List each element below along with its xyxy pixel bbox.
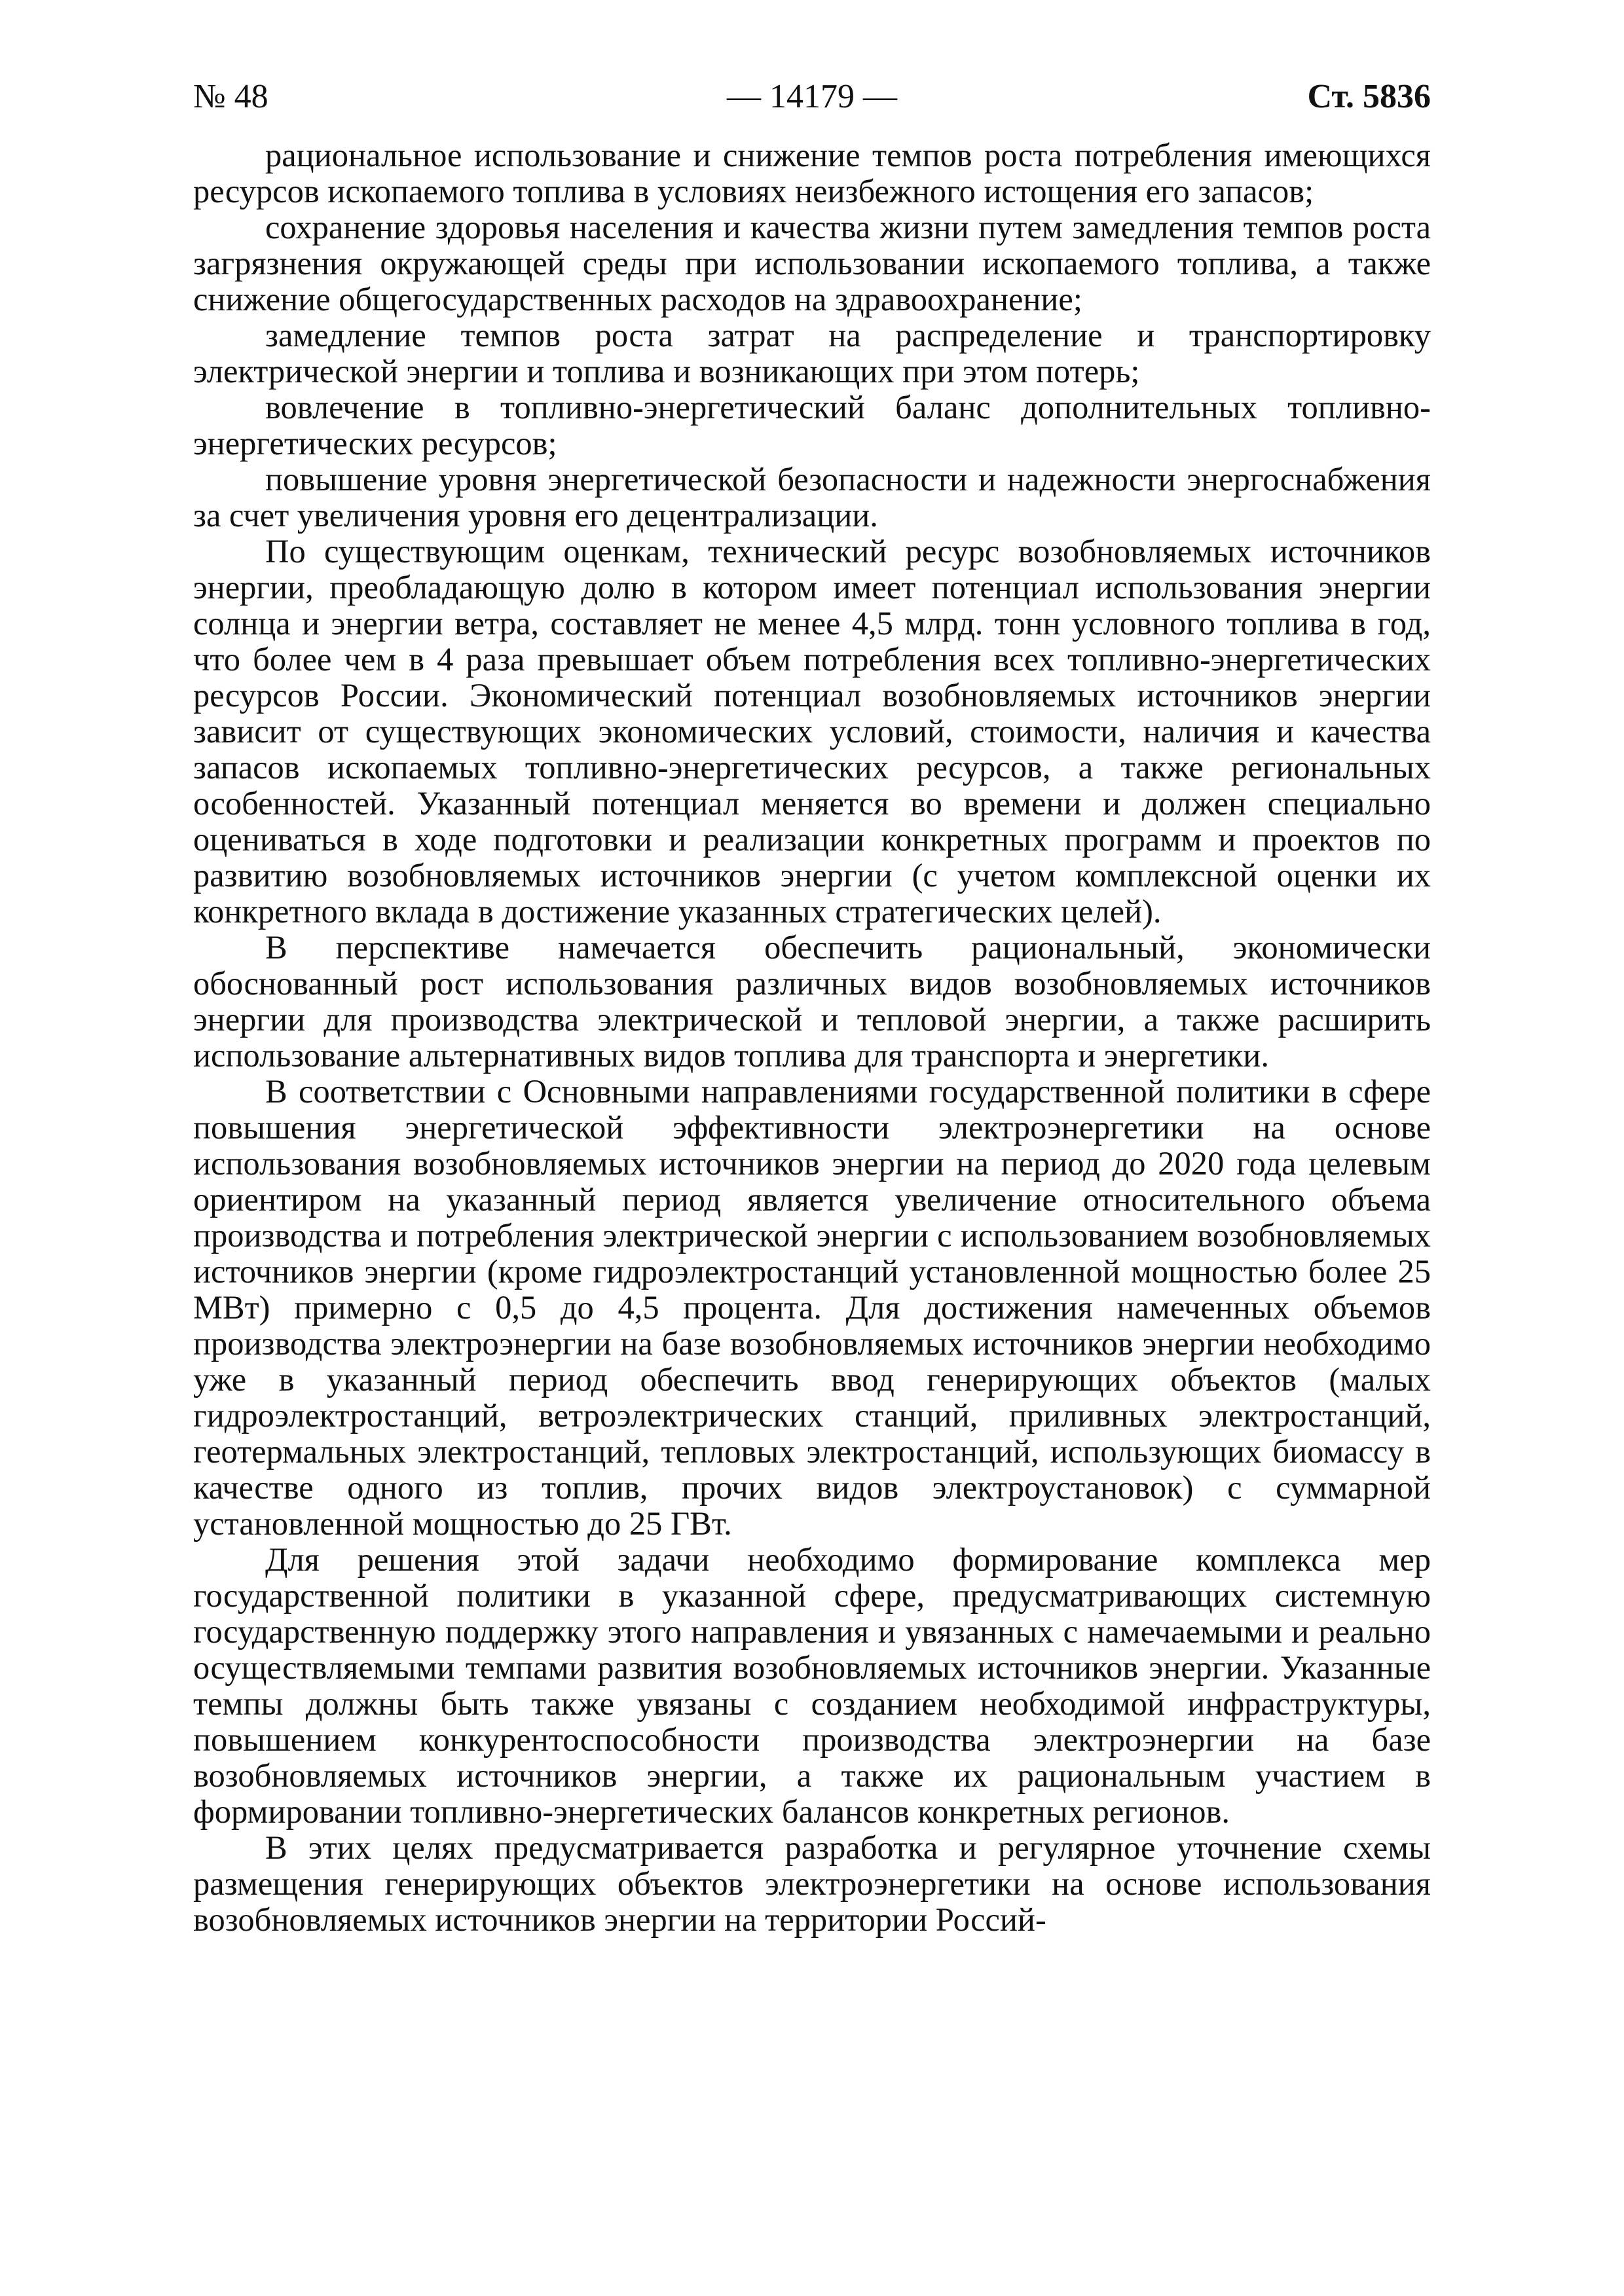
paragraph-8: В соответствии с Основными направлениями государственной политики в сфере повышения энергетической эффективности электроэнергетики на основе использования возобновляемых источников энергии на период до 2020 года целевым ориентиром на указанный период является увеличение относительного объема производства и потребления электрической энергии с использованием возобновляемых источников энергии (кроме гидроэлектростанций установленной мощностью более 25 МВт) примерно с 0,5 до 4,5 процента. Для достижения намеченных объемов производства электроэнергии на базе возобновляемых источников энергии необходимо уже в указанный период обеспечить ввод генерирующих объектов (малых гидроэлектростанций, ветроэлектрических станций, приливных электростанций, геотермальных электростанций, тепловых электростанций, использующих биомассу в качестве одного из топлив, прочих видов электроустановок) с суммарной установленной мощностью до 25 ГВт. [193,1073,1431,1542]
paragraph-4: вовлечение в топливно-энергетический баланс дополнительных топливно-энергетических ресурсов; [193,389,1431,462]
article-number: Ст. 5836 [1307,78,1431,115]
paragraph-3: замедление темпов роста затрат на распределение и транспортировку электрической энергии и топлива и возникающих при этом потерь; [193,317,1431,390]
paragraph-6: По существующим оценкам, технический ресурс возобновляемых источников энергии, преобладающую долю в котором имеет потенциал использования энергии солнца и энергии ветра, составляет не менее 4,5 млрд. тонн условного топлива в год, что более чем в 4 раза превышает объем потребления всех топливно-энергетических ресурсов России. Экономический потенциал возобновляемых источников энергии зависит от существующих экономических условий, стоимости, наличия и качества запасов ископаемых топливно-энергетических ресурсов, а также региональных особенностей. Указанный потенциал меняется во времени и должен специально оцениваться в ходе подготовки и реализации конкретных программ и проектов по развитию возобновляемых источников энергии (с учетом комплексной оценки их конкретного вклада в достижение указанных стратегических целей). [193,533,1431,930]
page-number: — 14179 — [727,78,897,115]
paragraph-7: В перспективе намечается обеспечить рациональный, экономически обоснованный рост использования различных видов возобновляемых источников энергии для производства электрической и тепловой энергии, а также расширить использование альтернативных видов топлива для транспорта и энергетики. [193,929,1431,1074]
page-header [193,71,1431,123]
document-body [193,137,1431,1938]
paragraph-10: В этих целях предусматривается разработка и регулярное уточнение схемы размещения генерирующих объектов электроэнергетики на основе использования возобновляемых источников энергии на территории Россий- [193,1829,1431,1938]
paragraph-5: повышение уровня энергетической безопасности и надежности энергоснабжения за счет увеличения уровня его децентрализации. [193,461,1431,534]
paragraph-1: рациональное использование и снижение темпов роста потребления имеющихся ресурсов ископаемого топлива в условиях неизбежного истощения его запасов; [193,137,1431,210]
paragraph-2: сохранение здоровья населения и качества жизни путем замедления темпов роста загрязнения окружающей среды при использовании ископаемого топлива, а также снижение общегосударственных расходов на здравоохранение; [193,209,1431,318]
paragraph-9: Для решения этой задачи необходимо формирование комплекса мер государственной политики в указанной сфере, предусматривающих системную государственную поддержку этого направления и увязанных с намечаемыми и реально осуществляемыми темпами развития возобновляемых источников энергии. Указанные темпы должны быть также увязаны с созданием необходимой инфраструктуры, повышением конкурентоспособности производства электроэнергии на базе возобновляемых источников энергии, а также их рациональным участием в формировании топливно-энергетических балансов конкретных регионов. [193,1541,1431,1830]
issue-number: № 48 [193,78,268,115]
